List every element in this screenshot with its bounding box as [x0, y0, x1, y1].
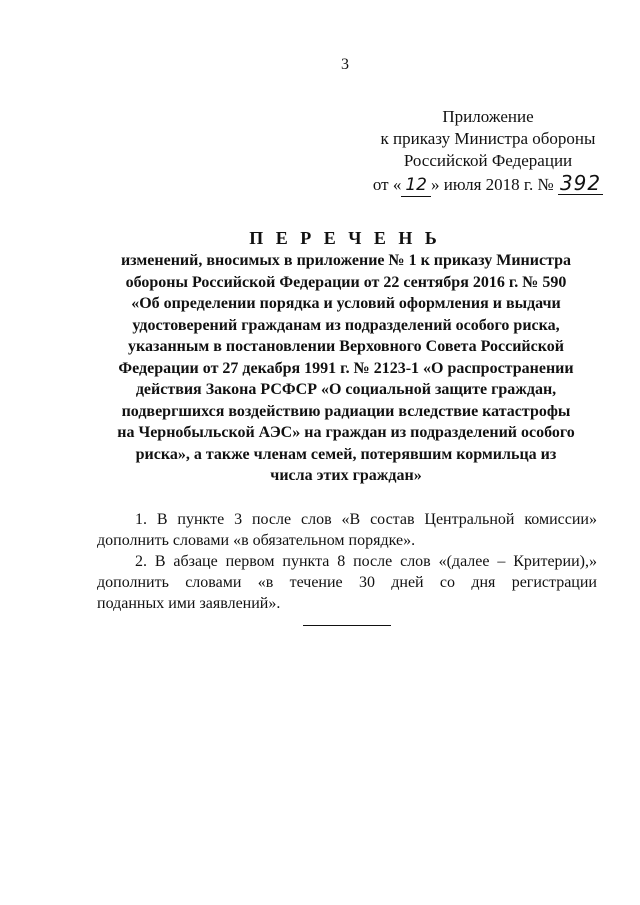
document-subtitle	[96, 250, 596, 487]
subtitle-line: действия Закона РСФСР «О социальной защите граждан,	[135, 381, 557, 398]
handwritten-day: 12	[401, 174, 431, 197]
subtitle-line: риска», а также членам семей, потерявшим кормильца из	[135, 445, 557, 463]
date-suffix: » июля 2018 г. №	[430, 175, 554, 194]
document-body	[97, 509, 597, 614]
list-item	[97, 509, 597, 551]
appendix-header	[372, 106, 604, 197]
paragraph-line: 2. В абзаце первом пункта 8 после слов «(далее – Критерии),»	[135, 553, 597, 570]
paragraph-line: 1. В пункте 3 после слов «В состав Центральной комиссии»	[135, 511, 597, 528]
appendix-label: Приложение	[442, 107, 534, 126]
paragraph-line: дополнить словами «в обязательном порядке».	[97, 532, 416, 549]
appendix-country: Российской Федерации	[403, 151, 573, 170]
page-number: 3	[341, 56, 349, 73]
subtitle-line: Федерации от 27 декабря 1991 г. № 2123-1 «О распространении	[118, 359, 574, 377]
handwritten-order-number: 392	[559, 171, 602, 195]
subtitle-line: числа этих граждан»	[270, 467, 422, 484]
subtitle-line: «Об определении порядка и условий оформления и выдачи	[131, 295, 561, 312]
list-item	[97, 551, 597, 614]
subtitle-line: изменений, вносимых в приложение № 1 к приказу Министра	[120, 252, 572, 269]
appendix-order-ref: к приказу Министра обороны	[380, 129, 596, 148]
subtitle-line: обороны Российской Федерации от 22 сентября 2016 г. № 590	[125, 273, 567, 291]
subtitle-line: на Чернобыльской АЭС» на граждан из подразделений особого	[117, 424, 575, 441]
subtitle-line: указанным в постановлении Верховного Совета Российской	[128, 338, 564, 355]
appendix-date-line	[372, 172, 604, 197]
subtitle-line: подвергшихся воздействию радиации вследствие катастрофы	[121, 402, 571, 420]
subtitle-line: удостоверений гражданам из подразделений особого риска,	[132, 316, 560, 334]
date-prefix: от «	[372, 175, 402, 194]
document-title: П Е Р Е Ч Е Н Ь	[249, 228, 441, 248]
end-separator-line	[303, 625, 391, 626]
paragraph-line: дополнить словами «в течение 30 дней со дня регистрации	[97, 574, 597, 591]
paragraph-line: поданных ими заявлений».	[97, 595, 281, 612]
